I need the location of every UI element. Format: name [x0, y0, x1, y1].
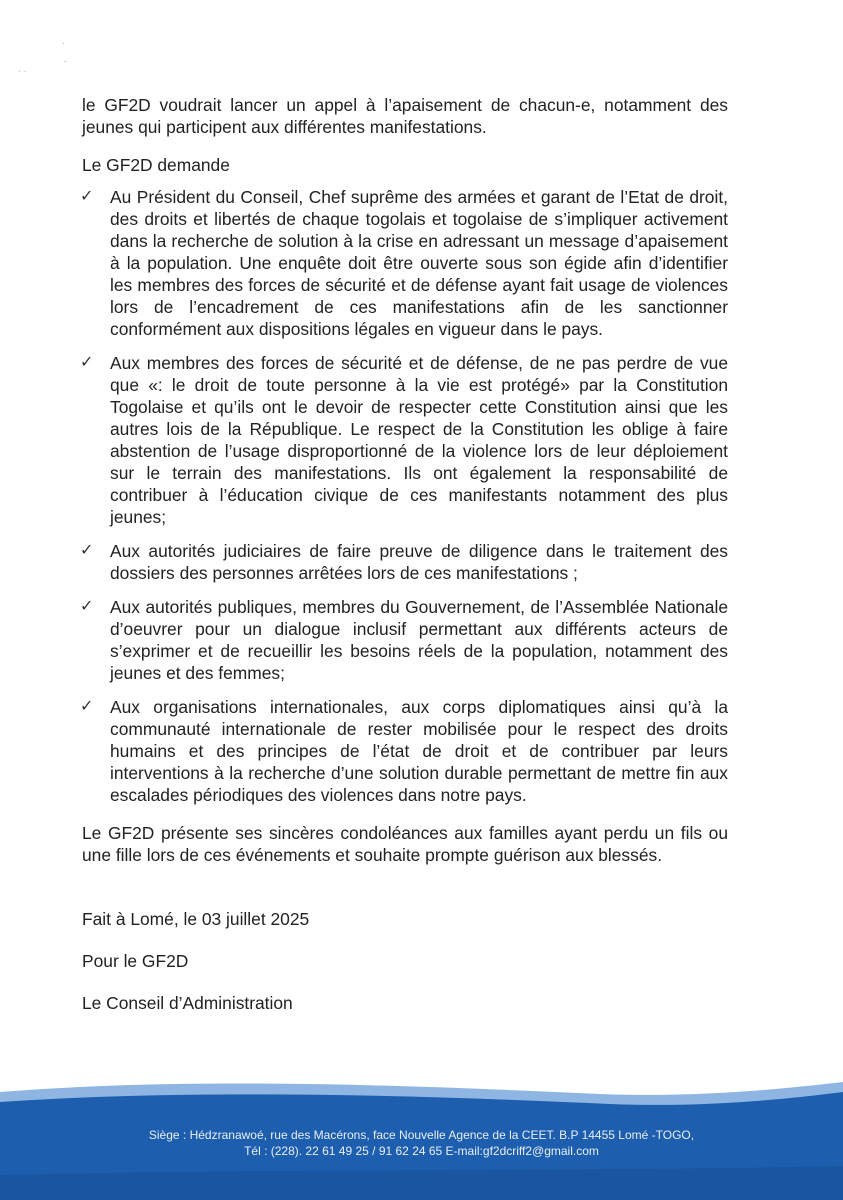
check-icon: ✓	[80, 542, 94, 559]
demand-item	[80, 186, 728, 340]
demand-item	[80, 696, 728, 806]
signatory: Le Conseil d’Administration	[82, 993, 293, 1013]
footer-address: Siège : Hédzranawoé, rue des Macérons, face Nouvelle Agence de la CEET. B.P 14455 Lomé -TOGO,	[148, 1128, 695, 1142]
footer-contact: Tél : (228). 22 61 49 25 / 91 62 24 65 E-mail:gf2dcriff2@gmail.com	[244, 1144, 599, 1158]
place-date: Fait à Lomé, le 03 juillet 2025	[82, 909, 310, 929]
demand-item	[80, 540, 728, 584]
demand-text: Aux membres des forces de sécurité et de défense, de ne pas perdre de vue que «: le droit de toute personne à la vie est protégé» par la Constitution Togolaise et qu’ils ont le devoir de respecter cette Constitution ainsi que les autres lois de la République. Le respect de la Constitution les oblige à faire abstention de l’usage disproportionné de la violence lors de leur déploiement sur le terrain des manifestations. Ils ont également la responsabilité de contribuer à l’éducation civique de ces manifestants notamment des plus jeunes;	[110, 353, 728, 527]
demande-heading: Le GF2D demande	[82, 155, 230, 175]
check-icon: ✓	[80, 354, 94, 371]
scan-marks: · · · -	[18, 38, 67, 76]
check-icon: ✓	[80, 698, 94, 715]
check-icon: ✓	[80, 188, 94, 205]
letter-body	[82, 94, 728, 1034]
footer-banner	[0, 1080, 843, 1200]
demand-text: Au Président du Conseil, Chef suprême des armées et garant de l’Etat de droit, des droits et libertés de chaque togolais et togolaise de s’impliquer activement dans la recherche de solution à la crise en adressant un message d’apaisement à la population. Une enquête doit être ouverte sous son égide afin d’identifier les membres des forces de sécurité et de défense ayant fait usage de violences lors de l’encadrement de ces manifestations afin de les sanctionner conformément aux dispositions légales en vigueur dans le pays.	[110, 187, 728, 339]
closing-block	[82, 908, 728, 1014]
check-icon: ✓	[80, 598, 94, 615]
demand-text: Aux organisations internationales, aux corps diplomatiques ainsi qu’à la communauté internationale de rester mobilisée pour le respect des droits humains et des principes de l’état de droit et de contribuer par leurs interventions à la recherche d’une solution durable permettant de mettre fin aux escalades périodiques des violences dans notre pays.	[110, 697, 728, 805]
demand-item	[80, 596, 728, 684]
intro-paragraph: le GF2D voudrait lancer un appel à l’apaisement de chacun-e, notamment des jeunes qui participent aux différentes manifestations.	[82, 95, 728, 137]
demand-text: Aux autorités judiciaires de faire preuve de diligence dans le traitement des dossiers des personnes arrêtées lors de ces manifestations ;	[110, 541, 728, 583]
demand-item	[80, 352, 728, 528]
demand-text: Aux autorités publiques, membres du Gouvernement, de l’Assemblée Nationale d’oeuvrer pour un dialogue inclusif permettant aux différents acteurs de s’exprimer et de recueillir les besoins réels de la population, notamment des jeunes et des femmes;	[110, 597, 728, 683]
demands-list	[82, 186, 728, 806]
closing-for: Pour le GF2D	[82, 951, 189, 971]
condolences-paragraph: Le GF2D présente ses sincères condoléances aux familles ayant perdu un fils ou une fille lors de ces événements et souhaite prompte guérison aux blessés.	[82, 823, 728, 865]
